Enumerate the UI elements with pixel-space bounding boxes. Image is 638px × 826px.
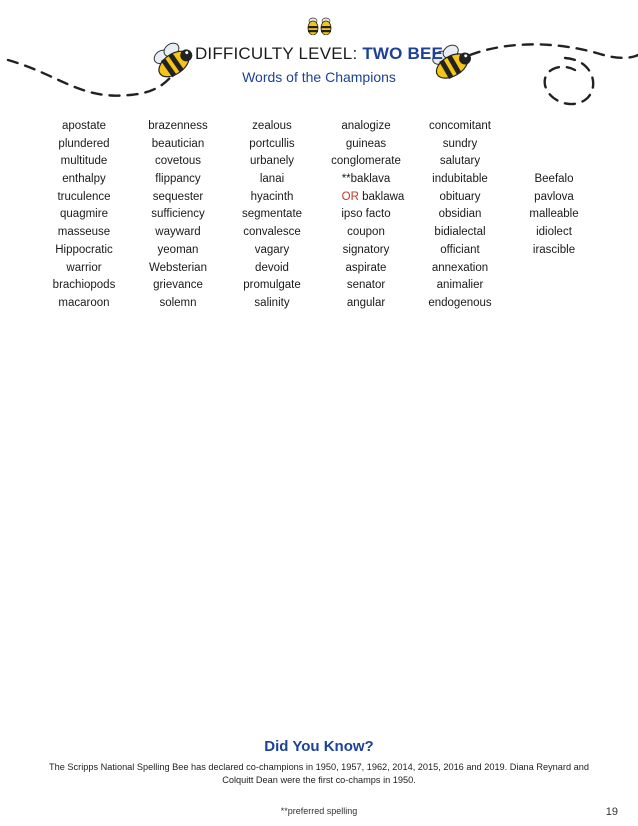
did-you-know-text: The Scripps National Spelling Bee has declared co-champions in 1950, 1957, 1962, 2014, 2015, 2016 and 2019. Diana Reynard and Colquitt Dean were the first co-champs in 1950.: [49, 762, 589, 785]
word: signatory: [342, 243, 390, 256]
word: malleable: [529, 208, 579, 221]
word: masseuse: [57, 226, 111, 239]
word: truculence: [57, 190, 111, 203]
word: analogize: [341, 120, 391, 132]
word: multitude: [60, 155, 108, 168]
word: warrior: [66, 261, 102, 274]
word: convalesce: [243, 226, 301, 239]
word: guineas: [345, 137, 387, 150]
word-column-6: [499, 171, 609, 259]
word: ipso facto: [341, 208, 391, 221]
word: brazenness: [148, 120, 208, 132]
word: obsidian: [438, 208, 482, 221]
word: quagmire: [60, 208, 108, 221]
word: promulgate: [243, 279, 301, 292]
word: portcullis: [249, 137, 295, 150]
word: wayward: [155, 226, 201, 239]
page-number: 19: [605, 806, 618, 818]
page-subtitle: Words of the Champions: [242, 69, 396, 85]
word: yeoman: [157, 243, 199, 256]
word: macaroon: [58, 296, 110, 309]
word: annexation: [431, 261, 489, 274]
word: baklawa: [362, 190, 405, 203]
word: hyacinth: [250, 190, 294, 203]
word: segmentate: [241, 208, 303, 221]
difficulty-level: TWO BEE: [362, 44, 444, 63]
word: **baklava: [341, 173, 391, 186]
word: aspirate: [345, 261, 387, 274]
word: officiant: [440, 243, 480, 256]
word: idiolect: [536, 226, 572, 239]
word: endogenous: [428, 296, 492, 309]
word: beautician: [151, 137, 205, 150]
word: enthalpy: [62, 173, 106, 186]
word: zealous: [252, 120, 292, 132]
footnote: **preferred spelling: [280, 806, 358, 816]
or-label: OR: [341, 190, 359, 203]
word: sufficiency: [151, 208, 205, 221]
did-you-know-title: Did You Know?: [264, 738, 374, 755]
word: irascible: [532, 243, 576, 256]
word: angular: [346, 296, 386, 309]
word: obituary: [439, 190, 481, 203]
word: senator: [346, 279, 386, 292]
word: apostate: [61, 120, 107, 132]
title-prefix: DIFFICULTY LEVEL:: [194, 44, 358, 63]
word: sequester: [152, 190, 204, 203]
word: coupon: [347, 226, 385, 239]
word: conglomerate: [331, 155, 401, 168]
word: pavlova: [534, 190, 574, 203]
page-title: [0, 44, 638, 64]
word: grievance: [153, 279, 203, 292]
word: animalier: [436, 279, 484, 292]
word: sundry: [442, 137, 478, 150]
word: flippancy: [155, 173, 201, 186]
word: urbanely: [249, 155, 295, 168]
word: bidialectal: [434, 226, 486, 239]
word: vagary: [254, 243, 290, 256]
word: Websterian: [149, 261, 207, 274]
word: Hippocratic: [55, 243, 113, 256]
word: concomitant: [428, 120, 491, 132]
word: plundered: [58, 137, 110, 150]
word: indubitable: [432, 173, 488, 186]
word: covetous: [154, 155, 202, 168]
word: devoid: [255, 261, 289, 274]
word: Beefalo: [534, 173, 574, 185]
word: salinity: [254, 296, 290, 309]
two-bee-rating-icon: [307, 17, 333, 35]
word: brachiopods: [52, 279, 116, 292]
word: solemn: [159, 296, 197, 309]
word: salutary: [439, 155, 481, 168]
word: lanai: [259, 173, 285, 186]
